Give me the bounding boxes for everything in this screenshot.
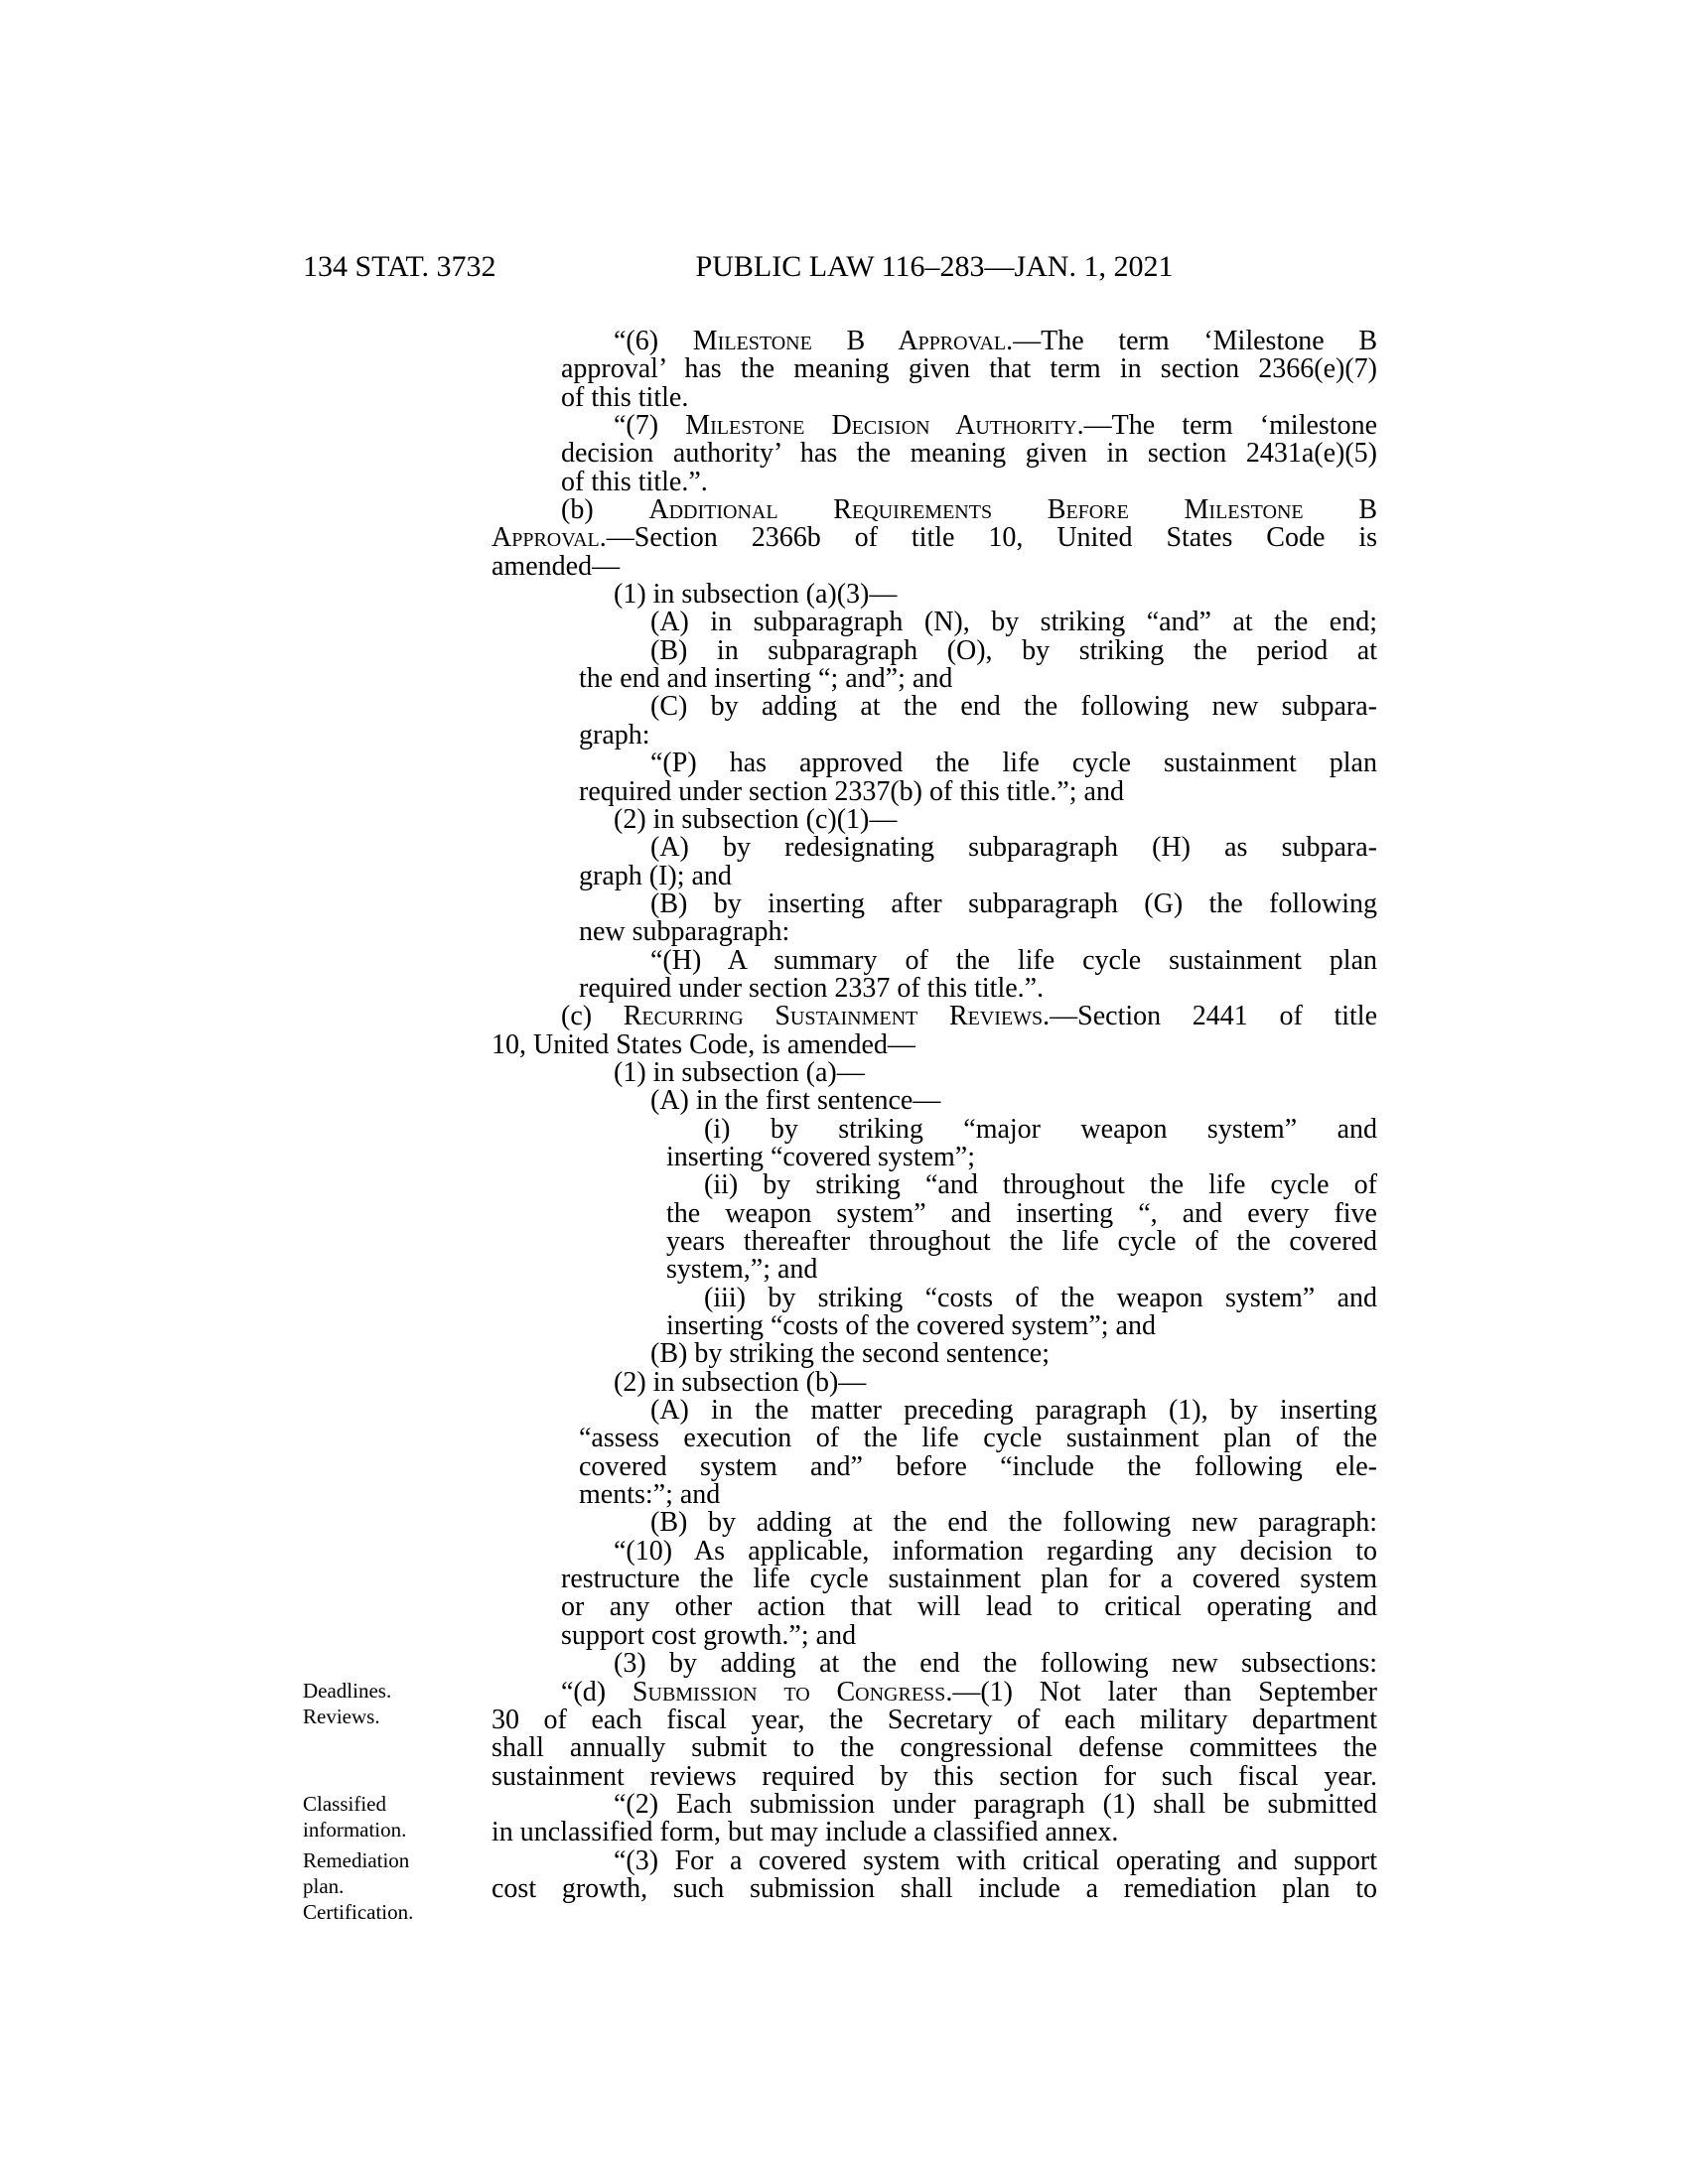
- text-run: of this title.: [561, 381, 689, 413]
- text-run: 10, United States Code, is amended—: [492, 1028, 915, 1060]
- text-run: .—Section 2441 of title: [1043, 1001, 1378, 1032]
- text-run: restructure the life cycle sustainment plan for a covered system: [561, 1564, 1377, 1595]
- text-run: (2) in subsection (b)—: [614, 1366, 867, 1398]
- text-run: or any other action that will lead to critical operating and: [561, 1591, 1377, 1623]
- margin-note-line: Certification.: [303, 1900, 414, 1924]
- text-run: decision authority’ has the meaning given in section 2431a(e)(5): [561, 438, 1377, 470]
- stat-page-number: 134 STAT. 3732: [303, 250, 496, 283]
- text-run: (B) by adding at the end the following new paragraph:: [650, 1507, 1377, 1539]
- text-run: (B) in subparagraph (O), by striking the period at: [650, 634, 1377, 666]
- text-run: sustainment reviews required by this section for such fiscal year.: [492, 1760, 1377, 1792]
- text-run: (ii) by striking “and throughout the life cycle of: [704, 1169, 1377, 1201]
- text-run: (2) in subsection (c)(1)—: [614, 803, 898, 835]
- text-run: new subparagraph:: [579, 916, 790, 948]
- text-run: “(10) As applicable, information regarding any decision to: [614, 1535, 1377, 1567]
- text-run: (B) by inserting after subparagraph (G) the following: [650, 887, 1377, 919]
- small-caps-text: Recurring Sustainment Reviews: [623, 1001, 1044, 1032]
- small-caps-text: Submission to Congress: [632, 1676, 946, 1707]
- margin-note-line: Remediation: [303, 1848, 410, 1872]
- text-run: (A) in subparagraph (N), by striking “and” at the end;: [650, 607, 1377, 638]
- text-run: “assess execution of the life cycle sustainment plan of the: [579, 1423, 1377, 1454]
- text-run: .—(1) Not later than September: [945, 1676, 1378, 1707]
- small-caps-text: Milestone B Approval: [692, 326, 1007, 356]
- text-run: (A) by redesignating subparagraph (H) as subpara-: [650, 832, 1377, 864]
- margin-note-line: Deadlines.: [303, 1679, 392, 1703]
- text-run: (1) in subsection (a)(3)—: [614, 579, 898, 611]
- text-run: required under section 2337 of this title.”.: [579, 972, 1045, 1004]
- text-run: (b): [561, 494, 649, 526]
- margin-note-line: Classified: [303, 1792, 386, 1816]
- text-run: system,”; and: [666, 1254, 818, 1286]
- text-run: required under section 2337(b) of this title.”; and: [579, 775, 1124, 807]
- text-run: “(7): [614, 410, 686, 442]
- text-run: .—The term ‘milestone: [1076, 410, 1378, 442]
- text-run: (A) in the matter preceding paragraph (1), by inserting: [650, 1395, 1377, 1427]
- text-run: (3) by adding at the end the following new subsections:: [614, 1648, 1377, 1680]
- text-run: covered system and” before “include the following ele-: [579, 1450, 1377, 1482]
- margin-note-line: Reviews.: [303, 1705, 380, 1728]
- text-run: “(P) has approved the life cycle sustainment plan: [650, 748, 1377, 779]
- text-run: (A) in the first sentence—: [650, 1085, 941, 1117]
- text-run: (i) by striking “major weapon system” and: [704, 1113, 1377, 1145]
- text-run: graph (I); and: [579, 860, 732, 891]
- text-run: the weapon system” and inserting “, and every five: [666, 1197, 1377, 1229]
- text-run: (iii) by striking “costs of the weapon system” and: [704, 1282, 1377, 1313]
- small-caps-text: Approval: [492, 522, 600, 554]
- text-run: cost growth, such submission shall include a remediation plan to: [492, 1872, 1377, 1904]
- text-run: in unclassified form, but may include a classified annex.: [492, 1817, 1119, 1848]
- text-run: “(d): [561, 1676, 633, 1707]
- small-caps-text: Additional Requirements Before Milestone B: [648, 494, 1377, 526]
- text-run: 30 of each fiscal year, the Secretary of each military department: [492, 1704, 1377, 1735]
- text-run: .—Section 2366b of title 10, United States Code is: [599, 522, 1377, 554]
- text-run: shall annually submit to the congressional defense committees the: [492, 1732, 1377, 1764]
- margin-note: [303, 1847, 482, 1925]
- public-law-heading: PUBLIC LAW 116–283—JAN. 1, 2021: [695, 250, 1174, 283]
- text-run: the end and inserting “; and”; and: [579, 663, 953, 695]
- text-run: inserting “costs of the covered system”; and: [666, 1310, 1156, 1342]
- text-run: “(H) A summary of the life cycle sustainment plan: [650, 944, 1377, 976]
- text-run: “(6): [614, 326, 693, 356]
- text-run: “(2) Each submission under paragraph (1) shall be submitted: [614, 1788, 1377, 1820]
- text-run: .—The term ‘Milestone B: [1006, 326, 1378, 356]
- text-run: inserting “covered system”;: [666, 1141, 976, 1172]
- small-caps-text: Milestone Decision Authority: [685, 410, 1077, 442]
- text-run: support cost growth.”; and: [561, 1619, 857, 1651]
- text-run: approval’ has the meaning given that term in section 2366(e)(7): [561, 353, 1377, 385]
- text-run: (c): [561, 1001, 624, 1032]
- margin-note: [303, 1678, 482, 1729]
- text-run: (B) by striking the second sentence;: [650, 1338, 1051, 1370]
- margin-note: [303, 1791, 482, 1843]
- margin-note-line: information.: [303, 1818, 407, 1842]
- text-run: of this title.”.: [561, 466, 708, 497]
- text-run: (1) in subsection (a)—: [614, 1056, 865, 1088]
- text-run: “(3) For a covered system with critical operating and support: [614, 1844, 1377, 1876]
- text-run: amended—: [492, 550, 621, 582]
- text-run: years thereafter throughout the life cycle of the covered: [666, 1226, 1377, 1257]
- text-run: ments:”; and: [579, 1479, 721, 1511]
- text-run: graph:: [579, 719, 650, 751]
- margin-note-line: plan.: [303, 1874, 345, 1898]
- text-run: (C) by adding at the end the following new subpara-: [650, 691, 1377, 723]
